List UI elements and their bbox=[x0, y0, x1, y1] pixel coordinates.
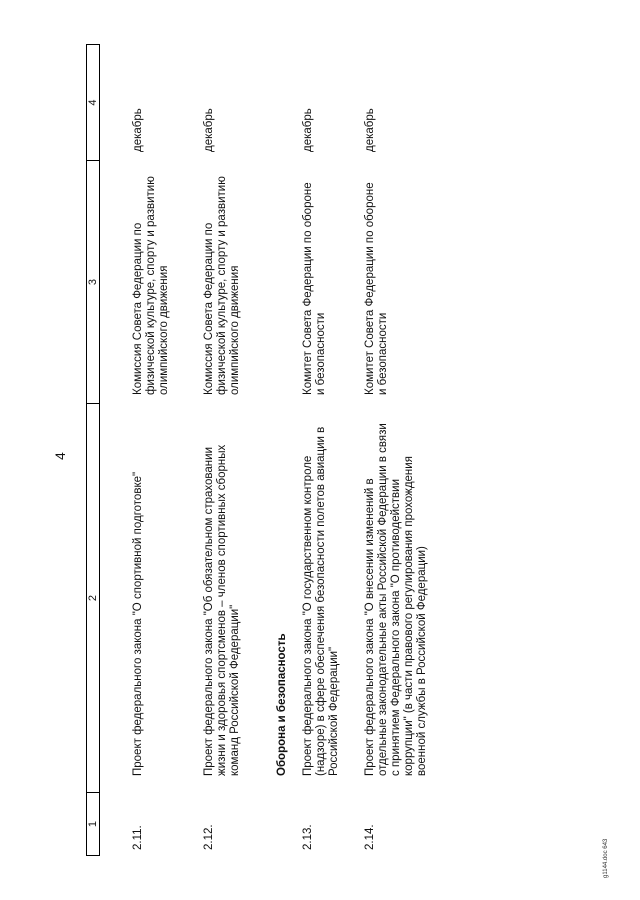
deadline: декабрь bbox=[132, 108, 144, 152]
responsible-body: Комитет Совета Федерации по обороне и безопасности bbox=[364, 182, 389, 395]
bill-title: Проект федерального закона "О спортивной подготовке" bbox=[132, 471, 144, 776]
column-header-3: 3 bbox=[86, 160, 100, 404]
row-number: 2.14. bbox=[364, 824, 376, 850]
column-header-2: 2 bbox=[86, 403, 100, 793]
bill-title: Проект федерального закона "О государственном контроле (надзоре) в сфере обеспечения безопасности полетов авиации в Российской Федерации" bbox=[302, 426, 340, 776]
bill-title: Проект федерального закона "Об обязательном страховании жизни и здоровья спортсменов – членов спортивных сборных команд Российской Федерации" bbox=[203, 444, 241, 776]
footer-code: g1144.doc 643 bbox=[603, 838, 609, 878]
row-number: 2.12. bbox=[203, 824, 215, 850]
deadline: декабрь bbox=[203, 108, 215, 152]
row-number: 2.13. bbox=[302, 824, 314, 850]
page-number: 4 bbox=[52, 452, 68, 460]
responsible-body: Комиссия Совета Федерации по физической культуре, спорту и развитию олимпийского движения bbox=[203, 176, 241, 395]
bill-title: Проект федерального закона "О внесении изменений в отдельные законодательные акты Российской Федерации в связи с принятием Федерального закона "О противодействии коррупции" (в части правового регулирования прохождения военной службы в Российской Федерации) bbox=[364, 423, 428, 776]
section-heading: Оборона и безопасность bbox=[276, 633, 288, 776]
responsible-body: Комиссия Совета Федерации по физической культуре, спорту и развитию олимпийского движения bbox=[132, 176, 170, 395]
deadline: декабрь bbox=[302, 108, 314, 152]
column-header-4: 4 bbox=[86, 44, 100, 161]
deadline: декабрь bbox=[364, 108, 376, 152]
column-header-1: 1 bbox=[86, 792, 100, 856]
responsible-body: Комитет Совета Федерации по обороне и безопасности bbox=[302, 182, 327, 395]
row-number: 2.11. bbox=[132, 825, 144, 850]
